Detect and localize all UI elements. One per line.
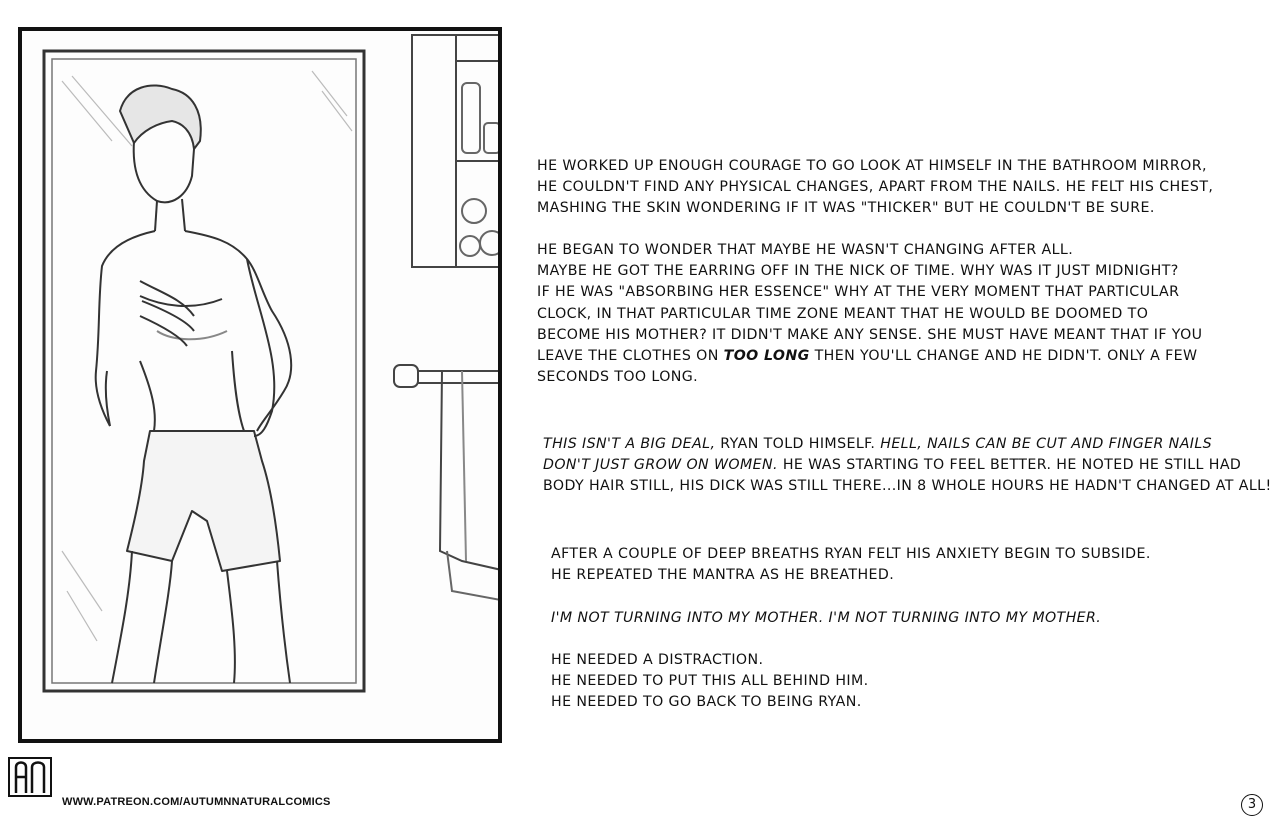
narration-text: RYAN TOLD HIMSELF. — [715, 436, 881, 452]
narration-line: IF HE WAS "ABSORBING HER ESSENCE" WHY AT THE VERY MOMENT THAT PARTICULAR — [537, 284, 1180, 301]
narration-line: MAYBE HE GOT THE EARRING OFF IN THE NICK OF TIME. WHY WAS IT JUST MIDNIGHT? — [537, 263, 1179, 280]
narration-line — [543, 434, 1272, 455]
inner-thought-text: THIS ISN'T A BIG DEAL, — [543, 436, 716, 452]
mirror-glare — [62, 71, 352, 641]
narration-line: BODY HAIR STILL, HIS DICK WAS STILL THERE...IN 8 WHOLE HOURS HE HADN'T CHANGED AT ALL! — [543, 478, 1272, 495]
narration-text: LEAVE THE CLOTHES ON — [537, 348, 724, 365]
narration-paragraph-3 — [543, 434, 1272, 498]
emphasis-text: TOO LONG — [723, 348, 810, 365]
narration-line — [537, 346, 1202, 367]
wall-cabinet — [412, 35, 502, 267]
narration-line: HE COULDN'T FIND ANY PHYSICAL CHANGES, APART FROM THE NAILS. HE FELT HIS CHEST, — [537, 179, 1214, 196]
narration-paragraph-1 — [537, 156, 1213, 220]
inner-thought-text: DON'T JUST GROW ON WOMEN. — [543, 457, 778, 474]
narration-line: AFTER A COUPLE OF DEEP BREATHS RYAN FELT HIS ANXIETY BEGIN TO SUBSIDE. — [551, 546, 1151, 562]
narration-line: CLOCK, IN THAT PARTICULAR TIME ZONE MEANT THAT HE WOULD BE DOOMED TO — [537, 305, 1149, 322]
narration-line: HE WORKED UP ENOUGH COURAGE TO GO LOOK AT HIMSELF IN THE BATHROOM MIRROR, — [537, 158, 1207, 174]
narration-text: THEN YOU'LL CHANGE AND HE DIDN'T. ONLY A FEW — [809, 348, 1198, 365]
narration-text: HE WAS STARTING TO FEEL BETTER. HE NOTED HE STILL HAD — [777, 457, 1242, 474]
narration-line: HE NEEDED TO PUT THIS ALL BEHIND HIM. — [551, 673, 869, 690]
narration-paragraph-5 — [551, 650, 869, 714]
narration-line: HE NEEDED TO GO BACK TO BEING RYAN. — [551, 694, 862, 711]
narration-line: BECOME HIS MOTHER? IT DIDN'T MAKE ANY SENSE. SHE MUST HAVE MEANT THAT IF YOU — [537, 326, 1203, 343]
figure-reflection — [96, 85, 292, 683]
mantra-line — [551, 608, 1101, 629]
comic-panel — [18, 27, 502, 743]
narration-paragraph-4 — [551, 544, 1151, 586]
narration-line: HE REPEATED THE MANTRA AS HE BREATHED. — [551, 567, 895, 584]
towel-rack — [394, 365, 502, 601]
narration-paragraph-2 — [537, 240, 1202, 388]
narration-line: MASHING THE SKIN WONDERING IF IT WAS "THICKER" BUT HE COULDN'T BE SURE. — [537, 200, 1155, 217]
inner-thought-text: HELL, NAILS CAN BE CUT AND FINGER NAILS — [880, 436, 1213, 452]
mirror-inner — [52, 59, 356, 683]
narration-line: SECONDS TOO LONG. — [537, 369, 699, 386]
narration-line: HE BEGAN TO WONDER THAT MAYBE HE WASN'T CHANGING AFTER ALL. — [537, 242, 1074, 258]
artist-logo-icon — [8, 757, 52, 797]
narration-line — [543, 455, 1272, 476]
narration-line: HE NEEDED A DISTRACTION. — [551, 652, 764, 668]
inner-thought-text: I'M NOT TURNING INTO MY MOTHER. I'M NOT TURNING INTO MY MOTHER. — [551, 610, 1102, 626]
panel-illustration — [22, 31, 502, 743]
patreon-url: WWW.PATREON.COM/AUTUMNNATURALCOMICS — [62, 796, 331, 808]
page-number: 3 — [1241, 794, 1263, 816]
